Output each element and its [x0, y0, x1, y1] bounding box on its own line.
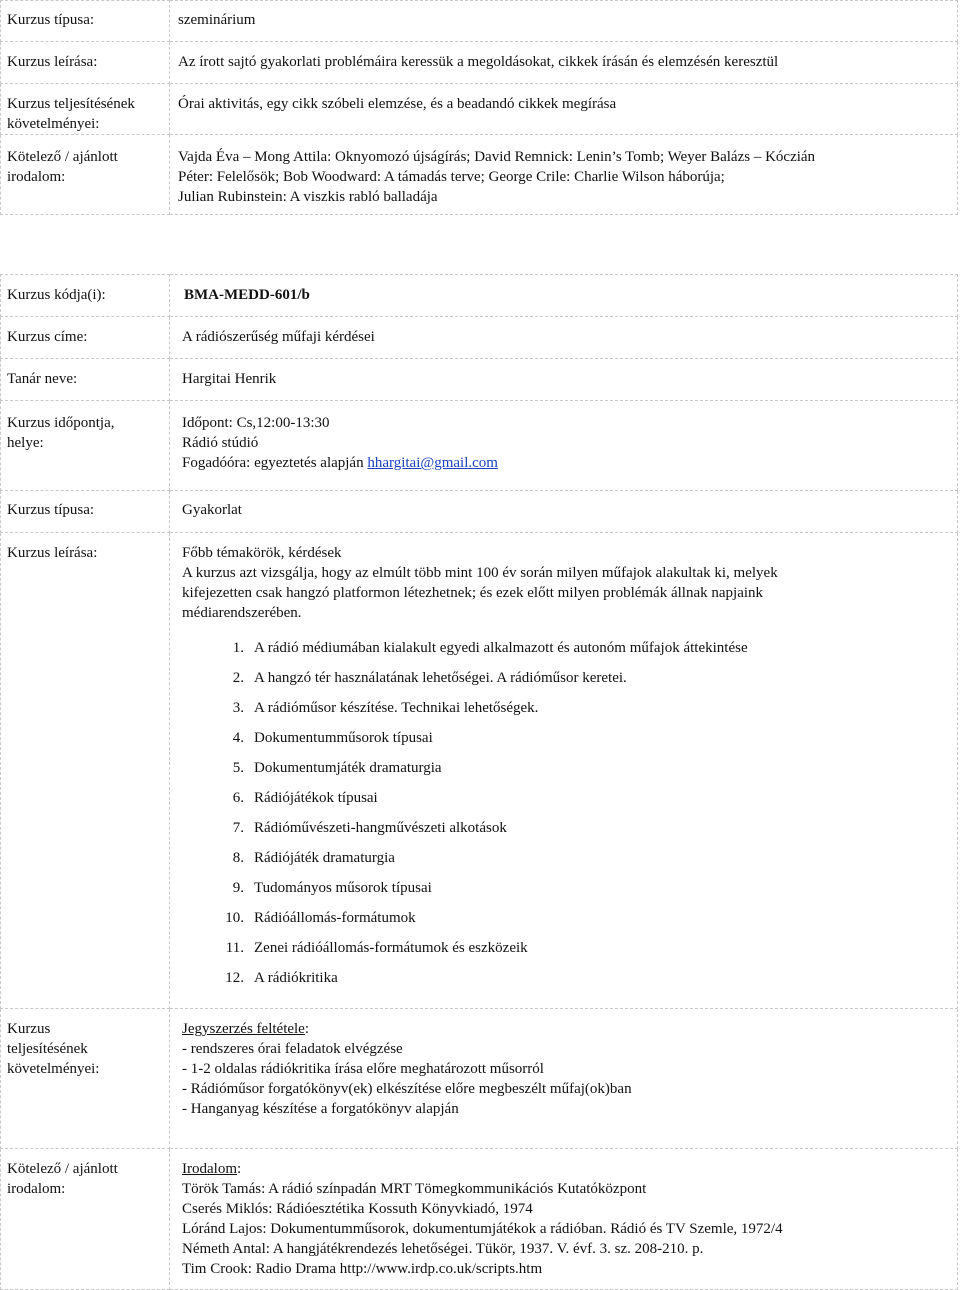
course-requirements-label	[1, 1009, 170, 1149]
topic-number: 9.	[232, 880, 244, 896]
topic-text: A hangzó tér használatának lehetőségei. A rádióműsor keretei.	[254, 670, 627, 686]
course-time-label	[1, 401, 170, 491]
email-link[interactable]: hhargitai@gmail.com	[367, 455, 498, 471]
topic-number: 6.	[232, 790, 244, 806]
course-time-value	[170, 401, 958, 491]
req-label-line: követelményei:	[7, 1061, 100, 1077]
topic-number: 11.	[225, 940, 244, 956]
course-title-label: Kurzus címe:	[1, 317, 170, 359]
teacher-value: Hargitai Henrik	[170, 359, 958, 401]
course-desc-value: Az írott sajtó gyakorlati problémáira keressük a megoldásokat, cikkek írásán és elemzésén keresztül	[170, 42, 958, 84]
topic-number: 12.	[225, 970, 244, 986]
literature-item: Tim Crook: Radio Drama http://www.irdp.co.uk/scripts.htm	[182, 1261, 543, 1277]
course-literature-value	[170, 135, 958, 215]
topic-text: Rádióállomás-formátumok	[254, 910, 416, 926]
requirement-item: - Rádióműsor forgatókönyv(ek) elkészítése előre megbeszélt műfaj(ok)ban	[182, 1081, 632, 1097]
literature-heading-colon: :	[236, 1161, 242, 1177]
literature-item: Lóránd Lajos: Dokumentumműsorok, dokumentumjátékok a rádióban. Rádió és TV Szemle, 1972/4	[182, 1221, 783, 1237]
requirement-item: - 1-2 oldalas rádiókritika írása előre meghatározott műsorról	[182, 1061, 544, 1077]
desc-line: A kurzus azt vizsgálja, hogy az elmúlt több mint 100 év során milyen műfajok alakultak ki, melyek	[182, 565, 778, 581]
office-hours	[182, 453, 957, 473]
course-requirements-value: Órai aktivitás, egy cikk szóbeli elemzése, és a beadandó cikkek megírása	[170, 84, 958, 135]
course-literature-label	[1, 135, 170, 215]
course-code-value: BMA-MEDD-601/b	[170, 275, 958, 317]
topic-item	[182, 638, 957, 668]
course-type-label: Kurzus típusa:	[1, 1, 170, 42]
topic-item	[182, 938, 957, 968]
literature-line: Péter: Felelősök; Bob Woodward: A támadás terve; George Crile: Charlie Wilson háborúja;	[178, 169, 725, 185]
topic-number: 5.	[232, 760, 244, 776]
topic-number: 2.	[232, 670, 244, 686]
topic-text: Tudományos műsorok típusai	[254, 880, 432, 896]
topic-number: 4.	[232, 730, 244, 746]
desc-line: médiarendszerében.	[182, 605, 302, 621]
req-label-line: teljesítésének	[7, 1041, 88, 1057]
course-desc-label: Kurzus leírása:	[1, 42, 170, 84]
topic-number: 3.	[232, 700, 244, 716]
requirement-item: - rendszeres órai feladatok elvégzése	[182, 1041, 403, 1057]
topic-item	[182, 848, 957, 878]
requirements-heading	[182, 1019, 957, 1039]
req-label-line: követelményei:	[7, 116, 100, 132]
course-requirements-label	[1, 84, 170, 135]
lit-label-line: Kötelező / ajánlott	[7, 149, 118, 165]
time-label-line: Kurzus időpontja,	[7, 415, 115, 431]
topic-item	[182, 878, 957, 908]
requirements-heading-text: Jegyszerzés feltétele	[182, 1021, 305, 1037]
course-literature-label	[1, 1149, 170, 1290]
topic-text: Rádiójátékok típusai	[254, 790, 378, 806]
course-type-value: Gyakorlat	[170, 491, 958, 533]
literature-heading	[182, 1159, 957, 1179]
topic-item	[182, 698, 957, 728]
teacher-label: Tanár neve:	[1, 359, 170, 401]
topic-item	[182, 728, 957, 758]
topic-text: Rádióművészeti-hangművészeti alkotások	[254, 820, 507, 836]
literature-item: Németh Antal: A hangjátékrendezés lehetőségei. Tükör, 1937. V. évf. 3. sz. 208-210. p.	[182, 1241, 704, 1257]
topic-text: A rádió médiumában kialakult egyedi alkalmazott és autonóm műfajok áttekintése	[254, 640, 748, 656]
topic-text: Dokumentumjáték dramaturgia	[254, 760, 442, 776]
topic-number: 7.	[232, 820, 244, 836]
location: Rádió stúdió	[182, 435, 259, 451]
lit-label-line: Kötelező / ajánlott	[7, 1161, 118, 1177]
course-type-label: Kurzus típusa:	[1, 491, 170, 533]
lit-label-line: irodalom:	[7, 1181, 66, 1197]
topic-item	[182, 758, 957, 788]
topic-text: A rádiókritika	[254, 970, 338, 986]
topic-number: 8.	[232, 850, 244, 866]
course-desc-label: Kurzus leírása:	[1, 533, 170, 1009]
literature-line: Vajda Éva – Mong Attila: Oknyomozó újságírás; David Remnick: Lenin’s Tomb; Weyer Balázs – Kóczián	[178, 149, 816, 165]
req-label-line: Kurzus	[7, 1021, 51, 1037]
topic-number: 10.	[225, 910, 244, 926]
course-table-radio	[0, 274, 958, 1290]
course-type-value: szeminárium	[170, 1, 958, 42]
topic-item	[182, 968, 957, 998]
time-slot: Időpont: Cs,12:00-13:30	[182, 415, 330, 431]
time-label-line: helye:	[7, 435, 44, 451]
topic-number: 1.	[232, 640, 244, 656]
course-table-seminar	[0, 0, 958, 215]
office-hours-text: Fogadóóra: egyeztetés alapján	[182, 455, 368, 471]
topic-list	[182, 638, 957, 998]
topic-text: Rádiójáték dramaturgia	[254, 850, 395, 866]
desc-line: kifejezetten csak hangzó platformon létezhetnek; és ezek előtt milyen problémák állnak napjaink	[182, 585, 764, 601]
course-literature-value	[170, 1149, 958, 1290]
course-requirements-value	[170, 1009, 958, 1149]
literature-line: Julian Rubinstein: A viszkis rabló balladája	[178, 189, 438, 205]
topic-text: Zenei rádióállomás-formátumok és eszközeik	[254, 940, 528, 956]
requirements-heading-colon: :	[304, 1021, 310, 1037]
course-title-value: A rádiószerűség műfaji kérdései	[170, 317, 958, 359]
topic-item	[182, 668, 957, 698]
desc-heading: Főbb témakörök, kérdések	[182, 545, 342, 561]
topic-text: A rádióműsor készítése. Technikai lehetőségek.	[254, 700, 539, 716]
literature-item: Török Tamás: A rádió színpadán MRT Tömegkommunikációs Kutatóközpont	[182, 1181, 647, 1197]
topic-item	[182, 788, 957, 818]
course-code-label: Kurzus kódja(i):	[1, 275, 170, 317]
requirement-item: - Hanganyag készítése a forgatókönyv alapján	[182, 1101, 459, 1117]
topic-text: Dokumentumműsorok típusai	[254, 730, 433, 746]
req-label-line: Kurzus teljesítésének	[7, 96, 135, 112]
literature-item: Cserés Miklós: Rádióesztétika Kossuth Könyvkiadó, 1974	[182, 1201, 533, 1217]
topic-item	[182, 908, 957, 938]
course-desc-value	[170, 533, 958, 1009]
literature-heading-text: Irodalom	[182, 1161, 237, 1177]
lit-label-line: irodalom:	[7, 169, 66, 185]
topic-item	[182, 818, 957, 848]
